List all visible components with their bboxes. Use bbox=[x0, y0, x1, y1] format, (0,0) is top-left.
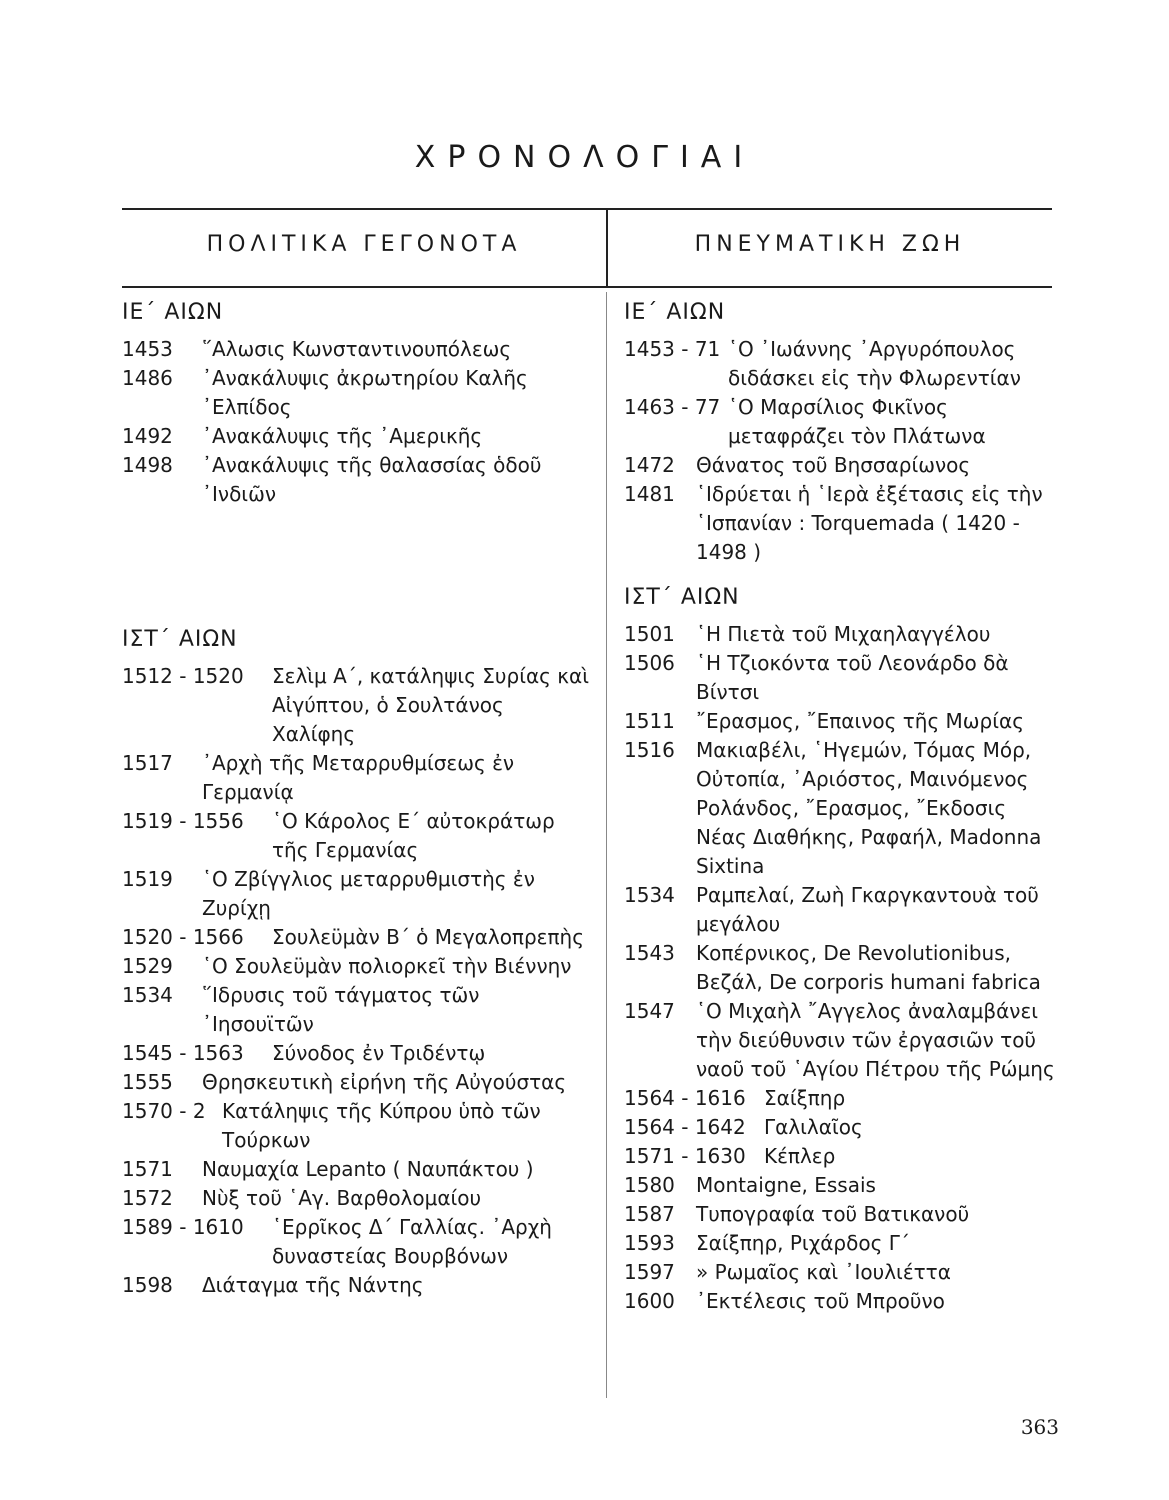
entry-text: Κοπέρνικος, De Revolutionibus, Βεζάλ, De corporis humani fabrica bbox=[696, 941, 1041, 994]
entry-text: Σύνοδος ἐν Τριδέντῳ bbox=[272, 1041, 486, 1065]
entry-year: 1570 - 2 bbox=[122, 1099, 206, 1123]
entry-year: 1547 bbox=[624, 999, 675, 1023]
entry-year: 1534 bbox=[122, 983, 173, 1007]
list-item bbox=[624, 649, 1062, 707]
entry-text: ῎Ερασμος, ῎Επαινος τῆς Μωρίας bbox=[696, 709, 1024, 733]
entry-year: 1492 bbox=[122, 424, 173, 448]
list-item bbox=[122, 1039, 592, 1068]
entry-text: ῾Ο Κάρολος Ε΄ αὐτοκράτωρ τῆς Γερμανίας bbox=[272, 809, 555, 862]
century-heading: ΙΣΤ΄ ΑΙΩΝ bbox=[624, 585, 740, 610]
entry-year: 1520 - 1566 bbox=[122, 925, 244, 949]
list-item bbox=[624, 620, 1062, 649]
list-item bbox=[624, 335, 1062, 393]
entry-year: 1598 bbox=[122, 1273, 173, 1297]
entry-text: Θάνατος τοῦ Βησσαρίωνος bbox=[696, 453, 971, 477]
entry-year: 1506 bbox=[624, 651, 675, 675]
entry-year: 1501 bbox=[624, 622, 675, 646]
entry-text: ῾Ο Ζβίγγλιος μεταρρυθμιστὴς ἐν Ζυρίχῃ bbox=[202, 867, 535, 920]
list-item bbox=[624, 736, 1062, 881]
left-column-heading: ΠΟΛΙΤΙΚΑ ΓΕΓΟΝΟΤΑ bbox=[206, 232, 522, 257]
right-column bbox=[624, 300, 1062, 1316]
list-item bbox=[624, 393, 1062, 451]
entry-year: 1529 bbox=[122, 954, 173, 978]
entry-text: ᾿Ανακάλυψις τῆς θαλασσίας ὁδοῦ ᾿Ινδιῶν bbox=[202, 453, 542, 506]
page-title: ΧΡΟΝΟΛΟΓΙΑΙ bbox=[414, 140, 755, 175]
list-item bbox=[122, 1097, 592, 1155]
list-item bbox=[122, 923, 592, 952]
entry-year: 1545 - 1563 bbox=[122, 1041, 244, 1065]
right-column-heading: ΠΝΕΥΜΑΤΙΚΗ ΖΩΗ bbox=[694, 232, 966, 257]
entry-text: ῾Ιδρύεται ἡ ῾Ιερὰ ἐξέτασις εἰς τὴν ῾Ισπανίαν : Torquemada ( 1420 - 1498 ) bbox=[696, 482, 1043, 564]
entry-text: Σουλεϋμὰν Β΄ ὁ Μεγαλοπρεπὴς bbox=[272, 925, 584, 949]
entry-text: Σαίξπηρ, Ριχάρδος Γ΄ bbox=[696, 1231, 910, 1255]
entry-text: ῾Ο Σουλεϋμὰν πολιορκεῖ τὴν Βιέννην bbox=[202, 954, 572, 978]
entry-text: Θρησκευτικὴ εἰρήνη τῆς Αὐγούστας bbox=[202, 1070, 567, 1094]
entry-text: ῞Αλωσις Κωνσταντινουπόλεως bbox=[202, 337, 512, 361]
list-item bbox=[122, 662, 592, 749]
list-item bbox=[624, 1171, 1062, 1200]
entry-text: ῾Ο ᾿Ιωάννης ᾿Αργυρόπουλος διδάσκει εἰς τὴν Φλωρεντίαν bbox=[728, 337, 1021, 390]
entry-year: 1463 - 77 bbox=[624, 395, 721, 419]
entry-text: ᾿Ανακάλυψις ἀκρωτηρίου Καλῆς ᾿Ελπίδος bbox=[202, 366, 528, 419]
entry-year: 1571 bbox=[122, 1157, 173, 1181]
list-item bbox=[624, 1113, 1062, 1142]
entry-year: 1564 - 1642 bbox=[624, 1115, 746, 1139]
list-item bbox=[122, 1155, 592, 1184]
list-item bbox=[122, 865, 592, 923]
page-number: 363 bbox=[1020, 1415, 1059, 1439]
list-item bbox=[624, 1142, 1062, 1171]
entry-year: 1498 bbox=[122, 453, 173, 477]
entry-text: ᾿Αρχὴ τῆς Μεταρρυθμίσεως ἐν Γερμανίᾳ bbox=[202, 751, 515, 804]
list-item bbox=[122, 981, 592, 1039]
entry-text: Κατάληψις τῆς Κύπρου ὑπὸ τῶν Τούρκων bbox=[222, 1099, 541, 1152]
entry-text: Ραμπελαί, Ζωὴ Γκαργκαντουὰ τοῦ μεγάλου bbox=[696, 883, 1039, 936]
list-item bbox=[122, 1271, 592, 1300]
list-item bbox=[624, 881, 1062, 939]
list-item bbox=[624, 1084, 1062, 1113]
list-item bbox=[624, 480, 1062, 567]
entry-year: 1512 - 1520 bbox=[122, 664, 244, 688]
list-item bbox=[122, 451, 592, 509]
list-item bbox=[122, 807, 592, 865]
entry-year: 1555 bbox=[122, 1070, 173, 1094]
column-divider-lower bbox=[606, 292, 607, 1398]
list-item bbox=[624, 997, 1062, 1084]
list-item bbox=[624, 1200, 1062, 1229]
entry-text: Ναυμαχία Lepanto ( Ναυπάκτου ) bbox=[202, 1157, 534, 1181]
entry-year: 1589 - 1610 bbox=[122, 1215, 244, 1239]
list-item bbox=[624, 451, 1062, 480]
header-rule bbox=[122, 286, 1052, 288]
list-item bbox=[122, 364, 592, 422]
century-heading: ΙΕ΄ ΑΙΩΝ bbox=[122, 300, 224, 325]
entry-year: 1587 bbox=[624, 1202, 675, 1226]
entry-year: 1597 bbox=[624, 1260, 675, 1284]
entry-year: 1534 bbox=[624, 883, 675, 907]
entry-year: 1580 bbox=[624, 1173, 675, 1197]
entry-year: 1511 bbox=[624, 709, 675, 733]
entry-year: 1572 bbox=[122, 1186, 173, 1210]
entry-text: ᾿Εκτέλεσις τοῦ Μπροῦνο bbox=[696, 1289, 945, 1313]
list-item bbox=[122, 749, 592, 807]
entry-year: 1472 bbox=[624, 453, 675, 477]
list-item bbox=[122, 1213, 592, 1271]
entry-text: Γαλιλαῖος bbox=[764, 1115, 863, 1139]
entry-year: 1486 bbox=[122, 366, 173, 390]
list-item bbox=[624, 1258, 1062, 1287]
list-item bbox=[624, 1229, 1062, 1258]
list-item bbox=[624, 939, 1062, 997]
entry-year: 1516 bbox=[624, 738, 675, 762]
entry-year: 1519 - 1556 bbox=[122, 809, 244, 833]
entry-text: ᾿Ανακάλυψις τῆς ᾿Αμερικῆς bbox=[202, 424, 483, 448]
entry-text: Σελὶμ Α΄, κατάληψις Συρίας καὶ Αἰγύπτου, ὁ Σουλτάνος Χαλίφης bbox=[272, 664, 589, 746]
entry-text: ῞Ιδρυσις τοῦ τάγματος τῶν ᾿Ιησουϊτῶν bbox=[202, 983, 480, 1036]
entry-text: Σαίξπηρ bbox=[764, 1086, 846, 1110]
entry-year: 1564 - 1616 bbox=[624, 1086, 746, 1110]
left-column bbox=[122, 300, 592, 1300]
entry-year: 1543 bbox=[624, 941, 675, 965]
entry-text: Montaigne, Essais bbox=[696, 1173, 876, 1197]
entry-text: ῾Η Τζιοκόντα τοῦ Λεονάρδο δὰ Βίντσι bbox=[696, 651, 1009, 704]
entry-text: ῾Ερρῖκος Δ΄ Γαλλίας. ᾿Αρχὴ δυναστείας Βουρβόνων bbox=[272, 1215, 552, 1268]
list-item bbox=[122, 1184, 592, 1213]
entry-text: ῾Η Πιετὰ τοῦ Μιχαηλαγγέλου bbox=[696, 622, 991, 646]
entry-text: Μακιαβέλι, ῾Ηγεμών, Τόμας Μόρ, Οὐτοπία, ᾿Αριόστος, Μαινόμενος Ρολάνδος, ῎Ερασμος, ῎Εκδοσις Νέας Διαθήκης, Ραφαήλ, Madonna Sixtina bbox=[696, 738, 1042, 878]
entry-text: ῾Ο Μιχαὴλ ῎Αγγελος ἀναλαμβάνει τὴν διεύθυνσιν τῶν ἐργασιῶν τοῦ ναοῦ τοῦ ῾Αγίου Πέτρου τῆς Ρώμης bbox=[696, 999, 1055, 1081]
entry-text: ῾Ο Μαρσίλιος Φικῖνος μεταφράζει τὸν Πλάτωνα bbox=[728, 395, 986, 448]
century-heading: ΙΕ΄ ΑΙΩΝ bbox=[624, 300, 726, 325]
list-item bbox=[122, 335, 592, 364]
list-item bbox=[624, 707, 1062, 736]
entry-text: Διάταγμα τῆς Νάντης bbox=[202, 1273, 424, 1297]
entry-year: 1517 bbox=[122, 751, 173, 775]
entry-text: Νὺξ τοῦ ῾Αγ. Βαρθολομαίου bbox=[202, 1186, 482, 1210]
entry-text: Τυπογραφία τοῦ Βατικανοῦ bbox=[696, 1202, 970, 1226]
top-rule bbox=[122, 208, 1052, 210]
list-item bbox=[122, 952, 592, 981]
list-item bbox=[122, 1068, 592, 1097]
list-item bbox=[122, 422, 592, 451]
entry-year: 1453 - 71 bbox=[624, 337, 721, 361]
entry-text: » Ρωμαῖος καὶ ᾿Ιουλιέττα bbox=[696, 1260, 951, 1284]
century-heading: ΙΣΤ΄ ΑΙΩΝ bbox=[122, 627, 238, 652]
entry-year: 1519 bbox=[122, 867, 173, 891]
entry-year: 1453 bbox=[122, 337, 173, 361]
entry-year: 1593 bbox=[624, 1231, 675, 1255]
entry-year: 1571 - 1630 bbox=[624, 1144, 746, 1168]
entry-year: 1481 bbox=[624, 482, 675, 506]
list-item bbox=[624, 1287, 1062, 1316]
entry-text: Κέπλερ bbox=[764, 1144, 836, 1168]
entry-year: 1600 bbox=[624, 1289, 675, 1313]
